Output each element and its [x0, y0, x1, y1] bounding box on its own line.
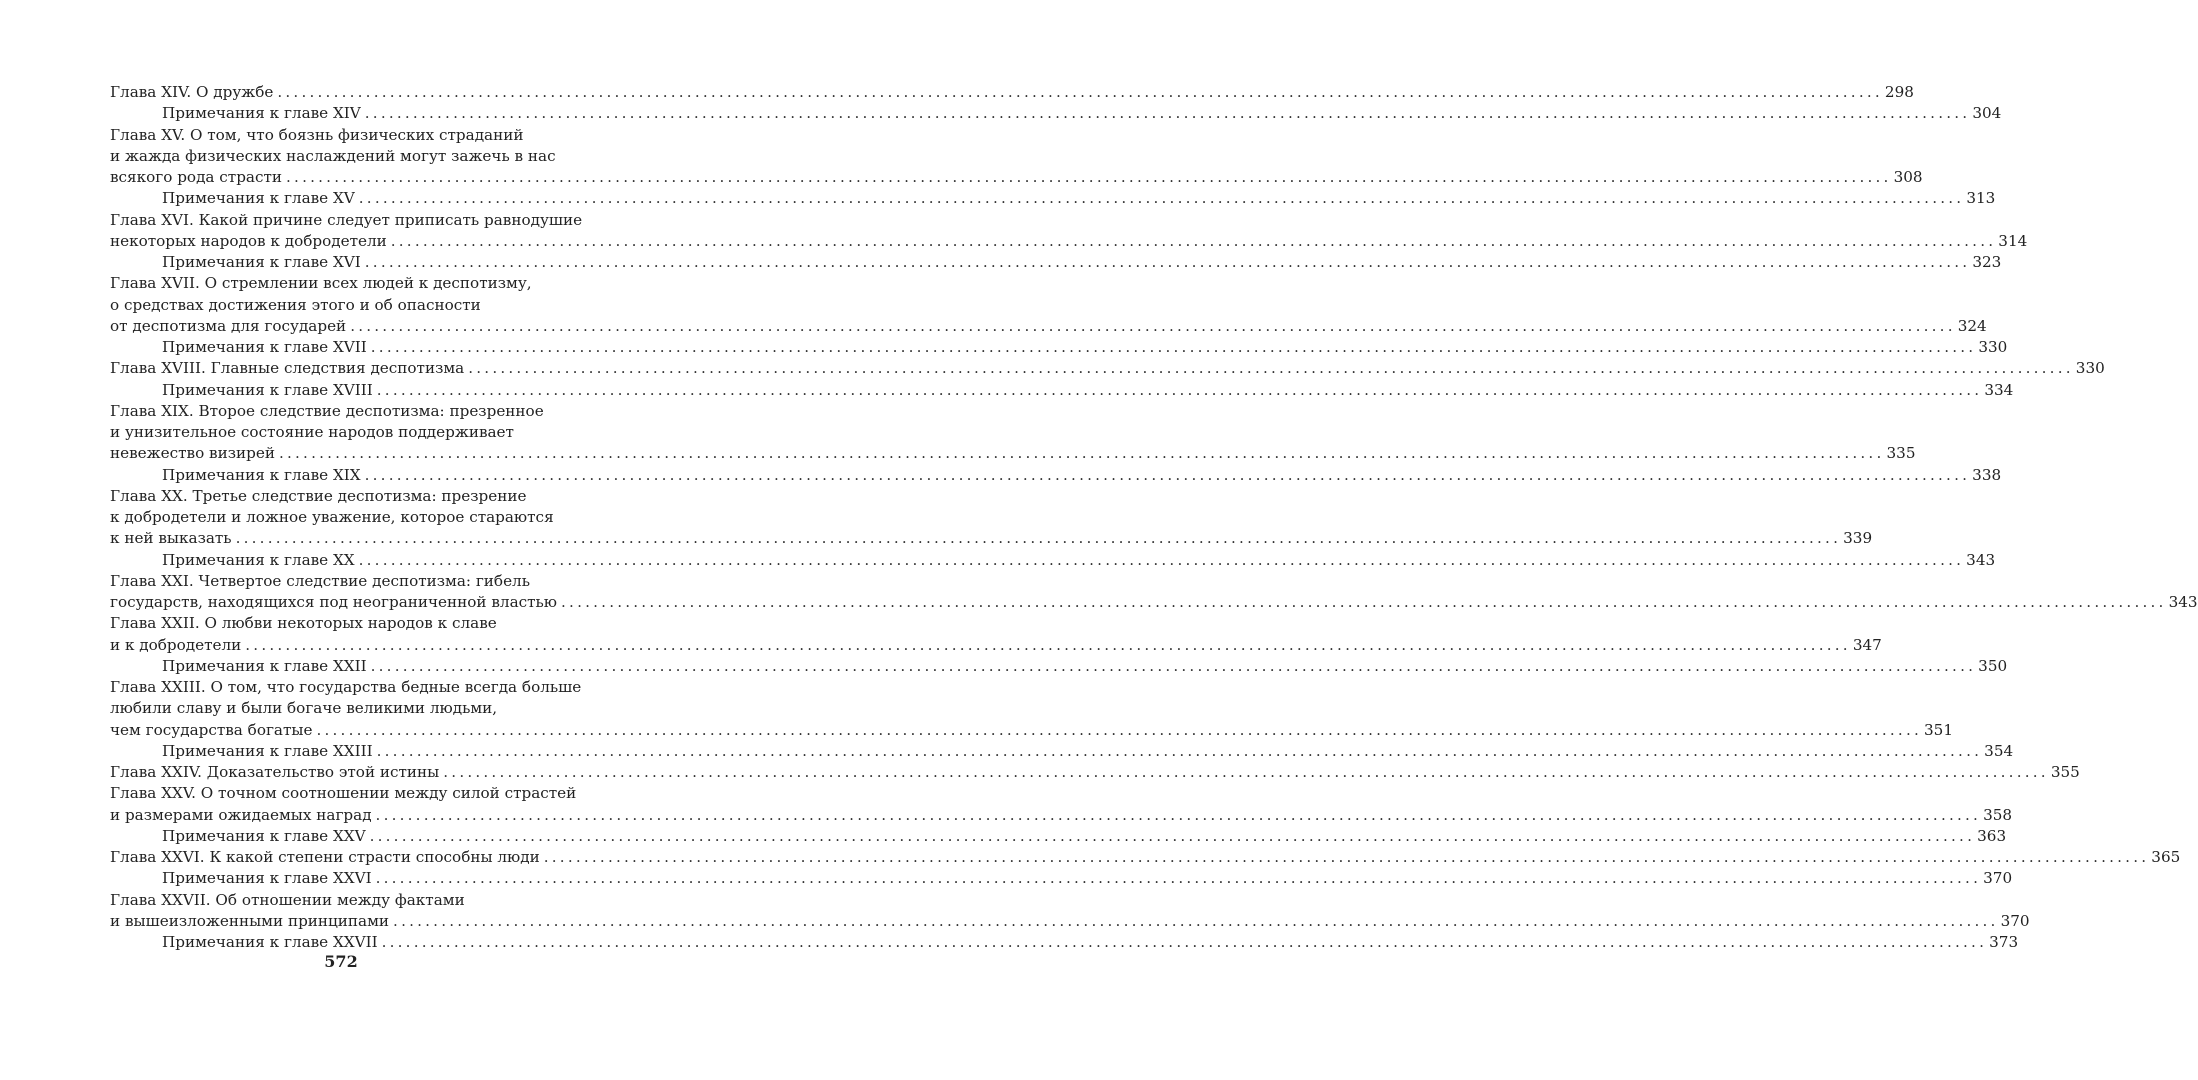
entry-title-text: Глава XXVI. К какой степени страсти способны люди: [110, 848, 540, 866]
toc-line: [110, 635, 1882, 656]
toc-chapter-entry: [110, 613, 1882, 656]
entry-title-text: Примечания к главе XX: [162, 550, 355, 569]
entry-title-text: Примечания к главе XV: [162, 189, 355, 208]
entry-page-number: 351: [1924, 720, 1954, 739]
page-number: 572: [324, 952, 358, 971]
toc-line: [110, 826, 2007, 847]
toc-chapter-entry: [110, 783, 2013, 826]
entry-title-text: некоторых народов к добродетели: [110, 231, 387, 250]
toc-notes-entry: [110, 550, 1996, 571]
entry-title-text: к ней выказать: [110, 529, 232, 548]
toc-line: [110, 82, 1914, 103]
toc-line: [110, 273, 602, 294]
dot-leader: ........................................................................................................................................................................................................: [468, 359, 2074, 378]
entry-title-text: от деспотизма для государей: [110, 316, 347, 335]
toc-line: [110, 550, 1996, 571]
entry-title-text: Глава XXIII. О том, что государства бедные всегда больше: [110, 678, 582, 696]
dot-leader: ........................................................................................................................................................................................................: [358, 550, 1965, 569]
toc-line: [110, 571, 602, 592]
toc-notes-entry: [110, 337, 2008, 358]
entry-page-number: 308: [1893, 168, 1923, 186]
dot-leader: ........................................................................................................................................................................................................: [543, 848, 2150, 866]
entry-title-text: Примечания к главе XXVI: [162, 869, 372, 888]
dot-leader: ........................................................................................................................................................................................................: [235, 529, 1842, 548]
toc-notes-entry: [110, 252, 2002, 273]
entry-title-text: Глава XXII. О любви некоторых народов к славе: [110, 614, 497, 633]
entry-title-text: Примечания к главе XVI: [162, 253, 361, 271]
entry-page-number: 339: [1843, 529, 1873, 548]
toc-line: [110, 656, 2008, 677]
entry-title-text: Глава XVIII. Главные следствия деспотизма: [110, 359, 465, 378]
entry-title-text: Примечания к главе XXII: [162, 656, 367, 675]
entry-title-text: и вышеизложенными принципами: [110, 911, 390, 930]
toc-notes-entry: [110, 656, 2008, 677]
entry-title-text: и размерами ожидаемых наград: [110, 805, 372, 824]
entry-title-text: всякого рода страсти: [110, 168, 283, 186]
toc-chapter-entry: [110, 210, 2028, 253]
dot-leader: ........................................................................................................................................................................................................: [443, 763, 2049, 781]
entry-page-number: 370: [1983, 869, 2013, 888]
toc-line: [110, 337, 2008, 358]
toc-line: [110, 507, 602, 528]
toc-line: [110, 592, 2198, 613]
toc-line: [110, 167, 1923, 188]
entry-page-number: 313: [1966, 189, 1996, 208]
entry-page-number: 324: [1957, 316, 1987, 335]
entry-title-text: Примечания к главе XXV: [162, 826, 366, 845]
toc-line: [110, 316, 1987, 337]
toc-line: [110, 847, 2181, 868]
entry-page-number: 347: [1852, 635, 1882, 654]
dot-leader: ........................................................................................................................................................................................................: [370, 656, 1977, 675]
toc-notes-entry: [110, 741, 2014, 762]
entry-title-text: и к добродетели: [110, 635, 242, 654]
entry-title-text: к добродетели и ложное уважение, которое стараются: [110, 508, 554, 526]
dot-leader: ........................................................................................................................................................................................................: [364, 465, 1971, 484]
entry-title-text: Глава XIX. Второе следствие деспотизма: презренное: [110, 401, 544, 420]
dot-leader: ........................................................................................................................................................................................................: [375, 805, 1982, 824]
entry-title-text: Глава XIV. О дружбе: [110, 83, 274, 101]
toc-chapter-entry: [110, 358, 2105, 379]
entry-page-number: 365: [2151, 848, 2181, 866]
entry-page-number: 330: [2075, 359, 2105, 378]
dot-leader: ........................................................................................................................................................................................................: [278, 444, 1885, 463]
toc-chapter-entry: [110, 486, 1873, 550]
toc-line: [110, 465, 2002, 486]
toc-chapter-entry: [110, 401, 1916, 465]
toc-line: [110, 868, 2013, 889]
dot-leader: ........................................................................................................................................................................................................: [393, 911, 1999, 930]
toc-line: [110, 762, 2080, 783]
dot-leader: ........................................................................................................................................................................................................: [316, 720, 1923, 739]
toc-notes-entry: [110, 188, 1996, 209]
entry-title-text: Примечания к главе XXVII: [162, 933, 378, 951]
entry-title-text: Примечания к главе XVII: [162, 338, 367, 356]
toc-chapter-entry: [110, 125, 1923, 189]
entry-title-text: невежество визирей: [110, 444, 275, 463]
entry-page-number: 338: [1972, 465, 2002, 484]
entry-title-text: чем государства богатые: [110, 720, 313, 739]
entry-title-text: и унизительное состояние народов поддерживает: [110, 423, 514, 441]
dot-leader: ........................................................................................................................................................................................................: [370, 338, 1977, 356]
entry-page-number: 335: [1886, 444, 1916, 463]
toc-line: [110, 295, 602, 316]
entry-title-text: и жажда физических наслаждений могут зажечь в нас: [110, 146, 556, 165]
table-of-contents: [110, 82, 2198, 953]
entry-title-text: государств, находящихся под неограниченной властью: [110, 593, 558, 611]
toc-line: [110, 805, 2013, 826]
entry-page-number: 298: [1884, 83, 1914, 101]
toc-chapter-entry: [110, 762, 2080, 783]
toc-notes-entry: [110, 103, 2002, 124]
toc-notes-entry: [110, 465, 2002, 486]
toc-chapter-entry: [110, 571, 2198, 614]
toc-chapter-entry: [110, 677, 1954, 741]
entry-page-number: 370: [2000, 911, 2030, 930]
toc-chapter-entry: [110, 847, 2181, 868]
toc-notes-entry: [110, 826, 2007, 847]
toc-line: [110, 125, 602, 146]
toc-line: [110, 188, 1996, 209]
entry-page-number: 350: [1978, 656, 2008, 675]
dot-leader: ........................................................................................................................................................................................................: [245, 635, 1851, 654]
toc-line: [110, 486, 602, 507]
entry-page-number: 358: [1983, 805, 2013, 824]
entry-page-number: 363: [1977, 826, 2007, 845]
toc-line: [110, 741, 2014, 762]
dot-leader: ........................................................................................................................................................................................................: [350, 316, 1956, 335]
toc-notes-entry: [110, 868, 2013, 889]
dot-leader: ........................................................................................................................................................................................................: [286, 168, 1892, 186]
toc-notes-entry: [110, 380, 2014, 401]
entry-page-number: 304: [1972, 104, 2002, 123]
dot-leader: ........................................................................................................................................................................................................: [376, 741, 1983, 760]
entry-title-text: Глава XXV. О точном соотношении между силой страстей: [110, 784, 577, 803]
toc-notes-entry: [110, 932, 2019, 953]
entry-title-text: Глава XVII. О стремлении всех людей к деспотизму,: [110, 274, 532, 293]
entry-title-text: Глава XXIV. Доказательство этой истины: [110, 763, 440, 781]
entry-title-text: Глава XXI. Четвертое следствие деспотизма: гибель: [110, 571, 530, 590]
entry-title-text: Примечания к главе XIV: [162, 104, 361, 123]
entry-page-number: 354: [1984, 741, 2014, 760]
entry-title-text: Глава XV. О том, что боязнь физических страданий: [110, 125, 524, 144]
entry-title-text: Глава XXVII. Об отношении между фактами: [110, 890, 465, 909]
dot-leader: ........................................................................................................................................................................................................: [375, 869, 1982, 888]
toc-line: [110, 932, 2019, 953]
entry-page-number: 343: [1966, 550, 1996, 569]
toc-line: [110, 380, 2014, 401]
entry-page-number: 323: [1972, 253, 2002, 271]
dot-leader: ........................................................................................................................................................................................................: [358, 189, 1965, 208]
toc-chapter-entry: [110, 82, 1914, 103]
dot-leader: ........................................................................................................................................................................................................: [364, 253, 1971, 271]
toc-line: [110, 210, 602, 231]
toc-chapter-entry: [110, 273, 1987, 337]
toc-line: [110, 422, 602, 443]
entry-title-text: Глава XVI. Какой причине следует приписать равнодушие: [110, 210, 583, 229]
entry-page-number: 355: [2050, 763, 2080, 781]
entry-title-text: Примечания к главе XIX: [162, 465, 361, 484]
toc-line: [110, 146, 602, 167]
toc-line: [110, 252, 2002, 273]
toc-line: [110, 528, 1873, 549]
dot-leader: ........................................................................................................................................................................................................: [369, 826, 1976, 845]
toc-line: [110, 911, 2030, 932]
entry-page-number: 314: [1998, 231, 2028, 250]
entry-page-number: 373: [1989, 933, 2019, 951]
entry-page-number: 334: [1984, 380, 2014, 399]
toc-line: [110, 103, 2002, 124]
toc-line: [110, 890, 602, 911]
toc-line: [110, 401, 602, 422]
entry-title-text: Примечания к главе XVIII: [162, 380, 373, 399]
dot-leader: ........................................................................................................................................................................................................: [364, 104, 1971, 123]
toc-line: [110, 720, 1954, 741]
toc-line: [110, 677, 602, 698]
toc-line: [110, 443, 1916, 464]
toc-line: [110, 231, 2028, 252]
entry-page-number: 343: [2168, 593, 2198, 611]
entry-title-text: Примечания к главе XXIII: [162, 741, 373, 760]
entry-title-text: о средствах достижения этого и об опасности: [110, 295, 481, 314]
dot-leader: ........................................................................................................................................................................................................: [561, 593, 2167, 611]
dot-leader: ........................................................................................................................................................................................................: [376, 380, 1983, 399]
entry-title-text: любили славу и были богаче великими людьми,: [110, 699, 498, 718]
dot-leader: ........................................................................................................................................................................................................: [277, 83, 1883, 101]
toc-line: [110, 613, 602, 634]
dot-leader: ........................................................................................................................................................................................................: [381, 933, 1988, 951]
toc-line: [110, 698, 602, 719]
toc-chapter-entry: [110, 890, 2030, 933]
entry-page-number: 330: [1978, 338, 2008, 356]
toc-line: [110, 358, 2105, 379]
dot-leader: ........................................................................................................................................................................................................: [390, 231, 1997, 250]
toc-line: [110, 783, 602, 804]
entry-title-text: Глава XX. Третье следствие деспотизма: презрение: [110, 486, 527, 505]
